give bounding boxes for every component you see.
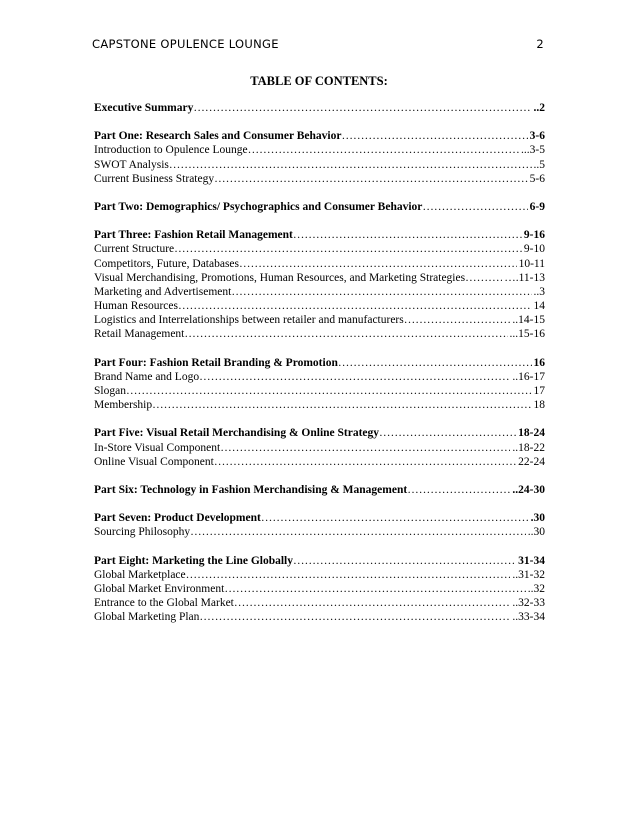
dot-leader <box>186 568 511 582</box>
dot-leader <box>184 327 507 341</box>
toc-part-entry <box>94 101 545 115</box>
toc-part-entry <box>94 228 545 242</box>
toc-entry-label: Logistics and Interrelationships between retailer and manufacturers <box>94 314 404 327</box>
toc-entry-page: ..2 <box>533 102 545 114</box>
toc-entry-page: 31-34 <box>518 554 545 567</box>
toc-entry-page: 10-11 <box>518 257 545 270</box>
toc-part-entry <box>94 200 545 214</box>
toc-entry-label: Marketing and Advertisement <box>94 285 232 298</box>
toc-entry-page: ..14-15 <box>512 314 545 327</box>
toc-entry-page: ..31-32 <box>512 568 545 581</box>
toc-entry <box>94 327 545 341</box>
toc-entry-label: Introduction to Opulence Lounge <box>94 144 248 157</box>
dot-leader <box>178 299 532 313</box>
dot-leader <box>199 610 510 624</box>
toc-entry-page: ….11-13 <box>504 271 545 284</box>
dot-leader <box>239 257 517 271</box>
toc-entry-page: ..24-30 <box>512 483 545 496</box>
toc-entry <box>94 242 545 256</box>
dot-leader <box>293 228 522 242</box>
toc-entry-page: 22-24 <box>518 455 545 468</box>
toc-entry-page: ...3-5 <box>521 144 545 157</box>
table-of-contents <box>94 101 545 624</box>
toc-entry-page: 16 <box>533 356 545 369</box>
dot-leader <box>338 356 532 370</box>
dot-leader <box>193 101 531 115</box>
dot-leader <box>465 271 502 285</box>
dot-leader <box>126 384 532 398</box>
toc-entry-label: Global Marketing Plan <box>94 611 200 624</box>
toc-entry-label: Executive Summary <box>94 102 194 114</box>
toc-entry-label: Membership <box>94 399 153 412</box>
toc-entry <box>94 370 545 384</box>
toc-entry <box>94 525 545 539</box>
toc-entry-label: Part Five: Visual Retail Merchandising & Online Strategy <box>94 427 380 440</box>
toc-part-entry <box>94 356 545 370</box>
toc-entry-label: Global Marketplace <box>94 568 186 581</box>
dot-leader <box>248 143 519 157</box>
toc-entry-page: 3-6 <box>529 130 545 143</box>
toc-entry-page: ..32 <box>527 582 545 595</box>
toc-entry-label: Part One: Research Sales and Consumer Behavior <box>94 130 342 143</box>
toc-entry <box>94 568 545 582</box>
dot-leader <box>214 455 516 469</box>
toc-entry <box>94 285 545 299</box>
dot-leader <box>224 582 525 596</box>
toc-entry-page: 14 <box>533 300 545 313</box>
toc-entry-label: Human Resources <box>94 300 178 313</box>
toc-entry-page: 9-10 <box>523 243 545 256</box>
toc-entry <box>94 398 545 412</box>
dot-leader <box>404 313 511 327</box>
toc-entry-page: ..5 <box>533 158 545 171</box>
toc-entry-page: ..32-33 <box>512 597 545 610</box>
running-header <box>92 37 544 53</box>
dot-leader <box>169 158 532 172</box>
dot-leader <box>214 172 528 186</box>
dot-leader <box>199 370 510 384</box>
toc-entry-label: Part Seven: Product Development <box>94 512 261 525</box>
toc-entry-page: ..3 <box>533 285 545 298</box>
toc-entry <box>94 158 545 172</box>
toc-heading: TABLE OF CONTENTS: <box>250 74 388 88</box>
toc-entry-label: Part Eight: Marketing the Line Globally <box>94 554 294 567</box>
toc-entry <box>94 143 545 157</box>
dot-leader <box>293 554 516 568</box>
toc-entry-label: Retail Management <box>94 328 185 341</box>
dot-leader <box>407 483 510 497</box>
header-title: CAPSTONE OPULENCE LOUNGE <box>92 37 279 51</box>
toc-entry-page: 18-24 <box>518 427 545 440</box>
dot-leader <box>422 200 527 214</box>
toc-entry <box>94 582 545 596</box>
toc-entry <box>94 271 545 285</box>
toc-entry-label: Global Market Environment <box>94 582 225 595</box>
toc-entry-page: ..30 <box>527 526 545 539</box>
toc-entry-page: 9-16 <box>523 229 545 242</box>
page-number: 2 <box>536 37 544 51</box>
toc-entry-page: ..16-17 <box>512 370 545 383</box>
toc-entry <box>94 596 545 610</box>
toc-part-entry <box>94 511 545 525</box>
toc-entry-label: SWOT Analysis <box>94 158 169 171</box>
dot-leader <box>152 398 531 412</box>
toc-entry-page: ..33-34 <box>512 611 545 624</box>
toc-entry-page: ...15-16 <box>509 328 545 341</box>
toc-part-entry <box>94 129 545 143</box>
toc-entry-label: Part Two: Demographics/ Psychographics and Consumer Behavior <box>94 200 423 213</box>
toc-entry-page: 18 <box>533 399 545 412</box>
toc-entry-label: Part Four: Fashion Retail Branding & Promotion <box>94 356 338 369</box>
dot-leader <box>231 285 531 299</box>
toc-entry-page: 17 <box>533 385 545 397</box>
toc-entry-label: Competitors, Future, Databases <box>94 257 240 270</box>
toc-entry <box>94 441 545 455</box>
toc-part-entry <box>94 426 545 440</box>
toc-entry-page: .30 <box>530 512 545 525</box>
toc-part-entry <box>94 554 545 568</box>
toc-entry-label: Slogan <box>94 385 126 397</box>
toc-entry-label: Brand Name and Logo <box>94 370 200 383</box>
toc-entry-page: 6-9 <box>529 200 545 213</box>
toc-entry-page: 5-6 <box>529 172 545 185</box>
toc-entry-label: In-Store Visual Component <box>94 441 221 454</box>
dot-leader <box>190 525 526 539</box>
toc-entry <box>94 313 545 327</box>
toc-entry-label: Online Visual Component <box>94 455 214 468</box>
dot-leader <box>174 242 522 256</box>
dot-leader <box>341 129 527 143</box>
toc-entry <box>94 610 545 624</box>
toc-entry-label: Sourcing Philosophy <box>94 526 191 539</box>
dot-leader <box>220 441 510 455</box>
dot-leader <box>379 426 516 440</box>
toc-entry-label: Entrance to the Global Market <box>94 597 234 610</box>
dot-leader <box>234 596 511 610</box>
toc-entry <box>94 257 545 271</box>
toc-entry-page: ..18-22 <box>512 441 545 454</box>
toc-entry <box>94 172 545 186</box>
toc-entry <box>94 384 545 398</box>
toc-entry <box>94 299 545 313</box>
toc-entry-label: Part Six: Technology in Fashion Merchandising & Management <box>94 483 408 496</box>
dot-leader <box>261 511 529 525</box>
toc-entry-label: Current Business Strategy <box>94 172 215 185</box>
toc-entry-label: Part Three: Fashion Retail Management <box>94 229 293 242</box>
toc-entry <box>94 455 545 469</box>
toc-entry-label: Visual Merchandising, Promotions, Human Resources, and Marketing Strategies <box>94 271 466 284</box>
toc-entry-label: Current Structure <box>94 243 175 256</box>
toc-part-entry <box>94 483 545 497</box>
